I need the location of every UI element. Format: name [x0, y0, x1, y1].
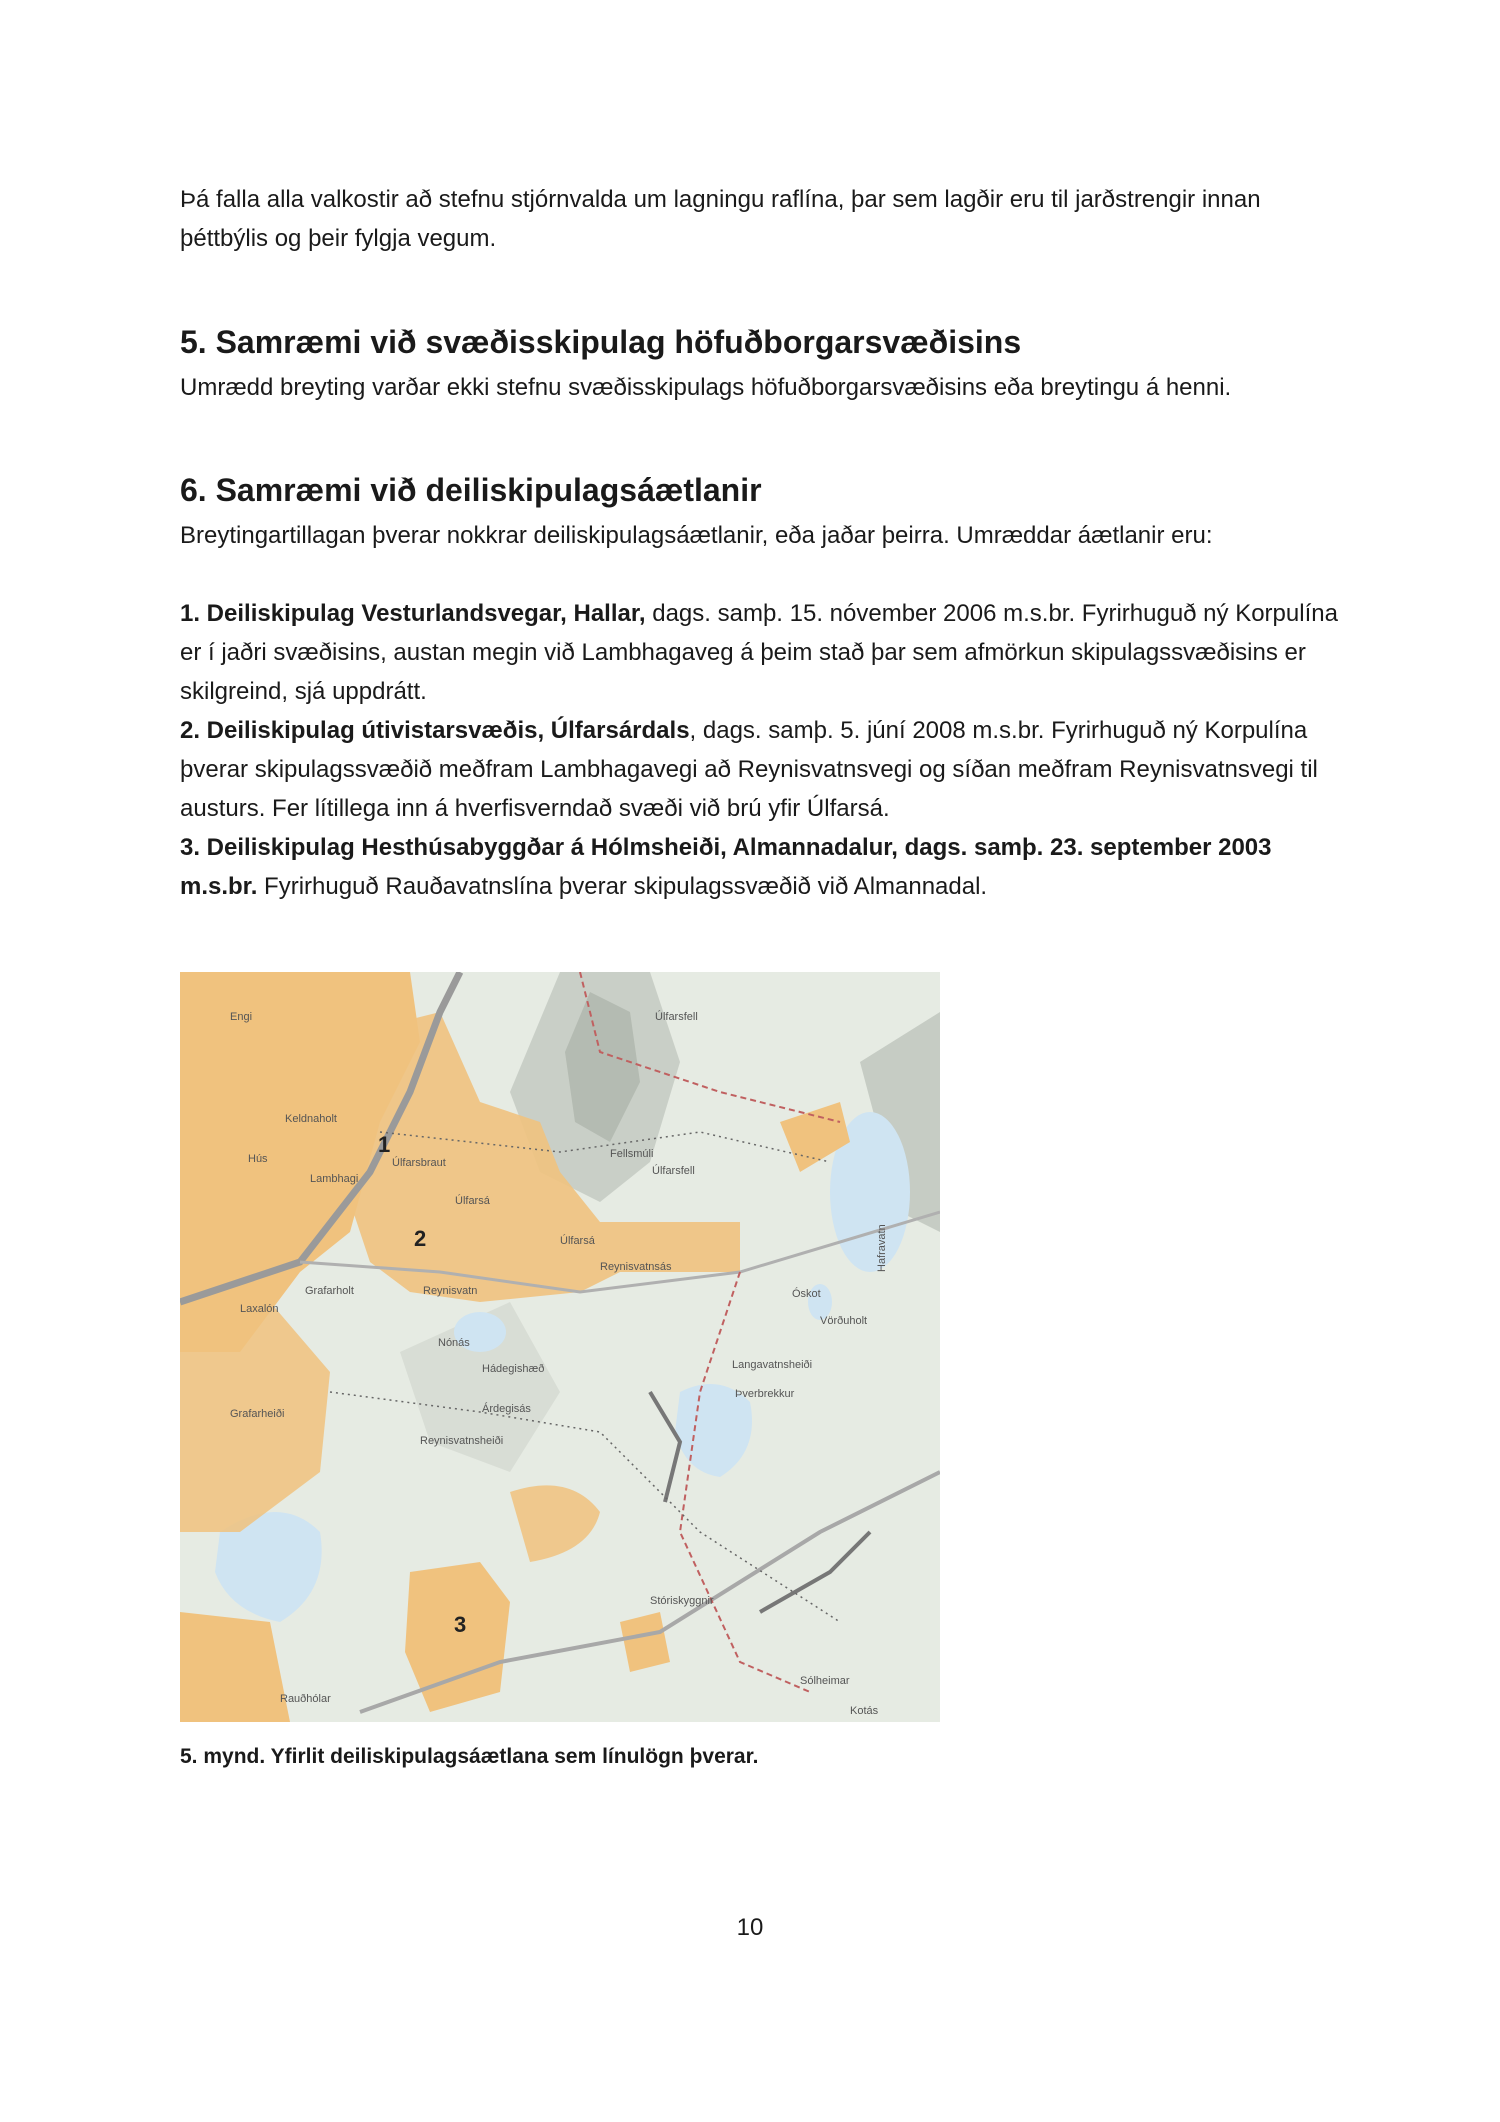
page-number: 10: [736, 1914, 764, 1941]
label-thverbrekkur: Þverbrekkur: [735, 1388, 795, 1400]
label-ulfarsa-2: Úlfarsá: [560, 1235, 595, 1247]
plan-list-item-3: [180, 828, 1340, 906]
label-laxalon: Laxalón: [240, 1303, 279, 1315]
plan-number-3: 3: [454, 1612, 467, 1637]
label-vorduholt: Vörðuholt: [820, 1315, 868, 1327]
label-ulfarsa: Úlfarsá: [455, 1195, 490, 1207]
label-storiskyggnir: Stóriskyggnir: [650, 1595, 714, 1607]
plan-3-text: Fyrirhuguð Rauðavatnslína þverar skipulagssvæðið við Almannadal.: [257, 873, 988, 900]
label-engi: Engi: [230, 1011, 253, 1023]
map-graphic: [180, 972, 940, 1722]
label-keldnaholt: Keldnaholt: [285, 1113, 337, 1125]
label-grafarholt: Grafarholt: [305, 1285, 354, 1297]
label-hus: Hús: [248, 1153, 268, 1165]
label-kotas: Kotás: [850, 1705, 879, 1717]
label-ulfarsfell: Úlfarsfell: [655, 1011, 698, 1023]
plan-number-1: 1: [378, 1132, 391, 1157]
label-reynisvatnsas: Reynisvatnsás: [600, 1261, 672, 1273]
label-grafarheidi: Grafarheiði: [230, 1408, 285, 1420]
plan-1-text: dags. samþ. 15. nóvember 2006 m.s.br. Fyrirhuguð ný Korpulína er í jaðri svæðisins, austan megin við Lambhagaveg á þeim stað þar sem afmörkun skipulagssvæðisins er skilgreind, sjá uppdrátt.: [180, 600, 1338, 705]
label-reynisvatn: Reynisvatn: [423, 1285, 478, 1297]
plan-list-item-1: [180, 594, 1340, 711]
section-5-body: Umrædd breyting varðar ekki stefnu svæðisskipulags höfuðborgarsvæðisins eða breytingu á henni.: [180, 374, 1232, 401]
plan-2-title: 2. Deiliskipulag útivistarsvæðis, Úlfarsárdals: [180, 717, 690, 744]
label-ulfarsbraut: Úlfarsbraut: [392, 1157, 446, 1169]
label-raudholar: Rauðhólar: [280, 1693, 331, 1705]
label-nonas: Nónás: [438, 1337, 470, 1349]
figure-caption: 5. mynd. Yfirlit deiliskipulagsáætlana sem línulögn þverar.: [180, 1745, 759, 1768]
section-5-heading: 5. Samræmi við svæðisskipulag höfuðborgarsvæðisins: [180, 324, 1022, 360]
label-fellsmuli: Fellsmúli: [610, 1148, 654, 1160]
overview-map: [180, 972, 940, 1722]
label-ardegisas: Árdegisás: [482, 1403, 531, 1415]
section-6-body: Breytingartillagan þverar nokkrar deiliskipulagsáætlanir, eða jaðar þeirra. Umræddar áætlanir eru:: [180, 522, 1213, 549]
label-langavatnsheidi: Langavatnsheiði: [732, 1359, 813, 1371]
section-6-heading: 6. Samræmi við deiliskipulagsáætlanir: [180, 472, 762, 508]
plan-2-text: , dags. samþ. 5. júní 2008 m.s.br. Fyrirhuguð ný Korpulína þverar skipulagssvæðið meðfram Lambhagavegi að Reynisvatnsvegi og síðan meðfram Reynisvatnsvegi til austurs. Fer lítillega inn á hverfisverndað svæði við brú yfir Úlfarsá.: [180, 717, 1318, 822]
label-oskot: Óskot: [792, 1288, 821, 1300]
label-hafravatn: Hafravatn: [876, 1224, 888, 1272]
label-solheimar: Sólheimar: [800, 1675, 850, 1687]
label-ulfarsfell-2: Úlfarsfell: [652, 1165, 695, 1177]
label-hadegishaed: Hádegishæð: [482, 1363, 545, 1375]
label-reynisvatnsheidi: Reynisvatnsheiði: [420, 1435, 504, 1447]
label-lambhagi: Lambhagi: [310, 1173, 359, 1185]
plan-number-2: 2: [414, 1226, 427, 1251]
intro-paragraph: Þá falla alla valkostir að stefnu stjórnvalda um lagningu raflína, þar sem lagðir eru til jarðstrengir innan þéttbýlis og þeir fylgja vegum.: [180, 186, 1261, 252]
plan-list-item-2: [180, 711, 1340, 828]
plan-3-title: 3. Deiliskipulag Hesthúsabyggðar á Hólmsheiði, Almannadalur, dags. samþ. 23. september 2003 m.s.br.: [180, 834, 1272, 900]
plan-1-title: 1. Deiliskipulag Vesturlandsvegar, Hallar,: [180, 600, 646, 627]
